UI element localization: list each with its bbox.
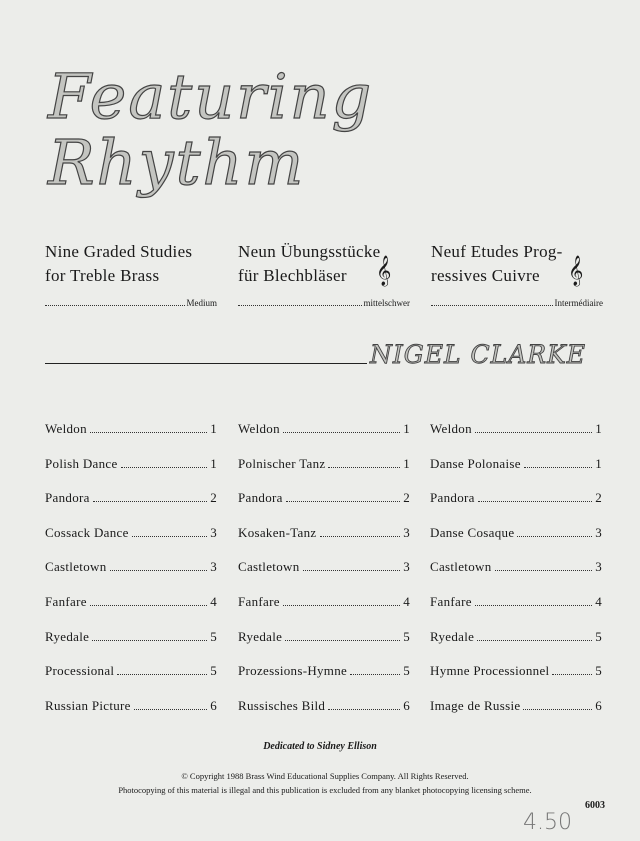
contents-entry (430, 663, 602, 698)
piece-title: Fanfare (45, 593, 87, 609)
level-label: Medium (186, 298, 217, 308)
page-number: 6 (595, 697, 602, 713)
handwritten-price: 4.50 (523, 810, 572, 835)
subtitle-french (431, 240, 611, 288)
contents-entry (430, 698, 602, 733)
leader-dots (524, 458, 592, 468)
leader-dots (132, 527, 208, 537)
leader-dots (121, 458, 208, 468)
leader-dots (475, 423, 592, 433)
contents-entry (430, 559, 602, 594)
piece-title: Fanfare (430, 593, 472, 609)
leader-dots (328, 700, 400, 710)
subtitle-line: ressives Cuivre (431, 266, 540, 285)
piece-title: Pandora (45, 490, 90, 506)
leader-dots (283, 423, 400, 433)
page-number: 5 (403, 663, 410, 679)
subtitle-line: Neun Übungsstücke (238, 242, 381, 261)
contents-entry (430, 629, 602, 664)
page-number: 1 (595, 421, 602, 436)
contents-english (45, 421, 217, 732)
page-number: 5 (210, 628, 217, 644)
subtitle-line: Neuf Etudes Prog- (431, 242, 563, 261)
title-rhythm: Rhythm (48, 126, 306, 199)
contents-entry (238, 559, 410, 594)
contents-entry (45, 490, 217, 525)
contents-entry (45, 663, 217, 698)
divider-line (45, 363, 367, 364)
piece-title: Weldon (430, 421, 472, 436)
piece-title: Pandora (238, 490, 283, 506)
page-number: 4 (403, 593, 410, 609)
page-number: 3 (403, 524, 410, 540)
page-number: 2 (210, 490, 217, 506)
piece-title: Kosaken-Tanz (238, 524, 317, 540)
leader-dots (478, 492, 592, 502)
piece-title: Prozessions-Hymne (238, 663, 348, 679)
treble-clef-icon: 𝄞 (568, 256, 584, 285)
leader-dots (238, 298, 362, 306)
page-number: 3 (595, 559, 602, 575)
contents-entry (45, 421, 217, 456)
piece-title: Ryedale (45, 628, 90, 644)
contents-entry (430, 525, 602, 560)
leader-dots (117, 665, 207, 675)
contents-entry (45, 698, 217, 733)
piece-title: Polnischer Tanz (238, 455, 326, 471)
contents-entry (45, 629, 217, 664)
piece-title: Russian Picture (45, 697, 131, 713)
page-number: 1 (210, 455, 217, 471)
contents-entry (45, 525, 217, 560)
contents-entry (430, 421, 602, 456)
leader-dots (320, 527, 401, 537)
leader-dots (283, 596, 400, 606)
piece-title: Processional (45, 663, 115, 679)
page-number: 1 (210, 421, 217, 436)
contents-entry (238, 663, 410, 698)
level-german (238, 298, 410, 308)
contents-entry (430, 490, 602, 525)
page-number: 3 (595, 524, 602, 540)
composer-name: NIGEL CLARKE (370, 340, 587, 369)
piece-title: Cossack Dance (45, 524, 129, 540)
piece-title: Ryedale (238, 628, 283, 644)
page-number: 5 (595, 663, 602, 679)
piece-title: Danse Polonaise (430, 455, 521, 471)
contents-french (430, 421, 602, 732)
leader-dots (328, 458, 400, 468)
level-french (431, 298, 603, 308)
leader-dots (90, 596, 207, 606)
page-number: 3 (210, 524, 217, 540)
contents-entry (45, 559, 217, 594)
page-number: 2 (595, 490, 602, 506)
page-number: 5 (595, 628, 602, 644)
leader-dots (475, 596, 592, 606)
leader-dots (431, 298, 553, 306)
subtitle-english (45, 240, 225, 288)
dedication: Dedicated to Sidney Ellison (263, 741, 377, 752)
page-number: 4 (595, 593, 602, 609)
leader-dots (134, 700, 207, 710)
contents-entry (45, 456, 217, 491)
piece-title: Castletown (45, 559, 107, 575)
leader-dots (110, 561, 208, 571)
contents-entry (238, 421, 410, 456)
contents-german (238, 421, 410, 732)
piece-title: Castletown (430, 559, 492, 575)
level-label: mittelschwer (363, 298, 410, 308)
title-featuring: Featuring (48, 60, 374, 133)
contents-entry (238, 525, 410, 560)
copyright-notice: © Copyright 1988 Brass Wind Educational Supplies Company. All Rights Reserved. (181, 771, 469, 781)
leader-dots (93, 492, 207, 502)
piece-title: Weldon (238, 421, 280, 436)
leader-dots (45, 298, 185, 306)
level-label: Intermédiaire (554, 298, 603, 308)
piece-title: Polish Dance (45, 455, 118, 471)
page-number: 1 (595, 455, 602, 471)
contents-entry (430, 456, 602, 491)
contents-entry (238, 456, 410, 491)
contents-entry (238, 698, 410, 733)
treble-clef-icon: 𝄞 (376, 256, 392, 285)
contents-entry (238, 629, 410, 664)
piece-title: Fanfare (238, 593, 280, 609)
page-number: 3 (403, 559, 410, 575)
leader-dots (350, 665, 400, 675)
subtitle-line: Nine Graded Studies (45, 242, 193, 261)
contents-entry (45, 594, 217, 629)
page-number: 2 (403, 490, 410, 506)
piece-title: Pandora (430, 490, 475, 506)
catalog-number: 6003 (585, 800, 605, 811)
leader-dots (286, 492, 400, 502)
leader-dots (285, 631, 400, 641)
page-number: 1 (403, 455, 410, 471)
contents-entry (238, 490, 410, 525)
page-number: 6 (210, 697, 217, 713)
leader-dots (92, 631, 207, 641)
photocopy-notice: Photocopying of this material is illegal and this publication is excluded from any blanket photocopying licensing scheme. (118, 785, 532, 795)
piece-title: Danse Cosaque (430, 524, 515, 540)
contents-entry (238, 594, 410, 629)
piece-title: Hymne Processionnel (430, 663, 550, 679)
leader-dots (517, 527, 592, 537)
subtitle-line: für Blechbläser (238, 266, 347, 285)
level-english (45, 298, 217, 308)
piece-title: Weldon (45, 421, 87, 436)
subtitle-line: for Treble Brass (45, 266, 160, 285)
page-number: 3 (210, 559, 217, 575)
piece-title: Image de Russie (430, 697, 521, 713)
leader-dots (495, 561, 593, 571)
piece-title: Russisches Bild (238, 697, 326, 713)
piece-title: Castletown (238, 559, 300, 575)
page-number: 5 (403, 628, 410, 644)
leader-dots (90, 423, 207, 433)
page-number: 1 (403, 421, 410, 436)
leader-dots (523, 700, 592, 710)
piece-title: Ryedale (430, 628, 475, 644)
leader-dots (303, 561, 401, 571)
leader-dots (477, 631, 592, 641)
contents-entry (430, 594, 602, 629)
page-number: 4 (210, 593, 217, 609)
page-number: 6 (403, 697, 410, 713)
page-number: 5 (210, 663, 217, 679)
leader-dots (552, 665, 592, 675)
